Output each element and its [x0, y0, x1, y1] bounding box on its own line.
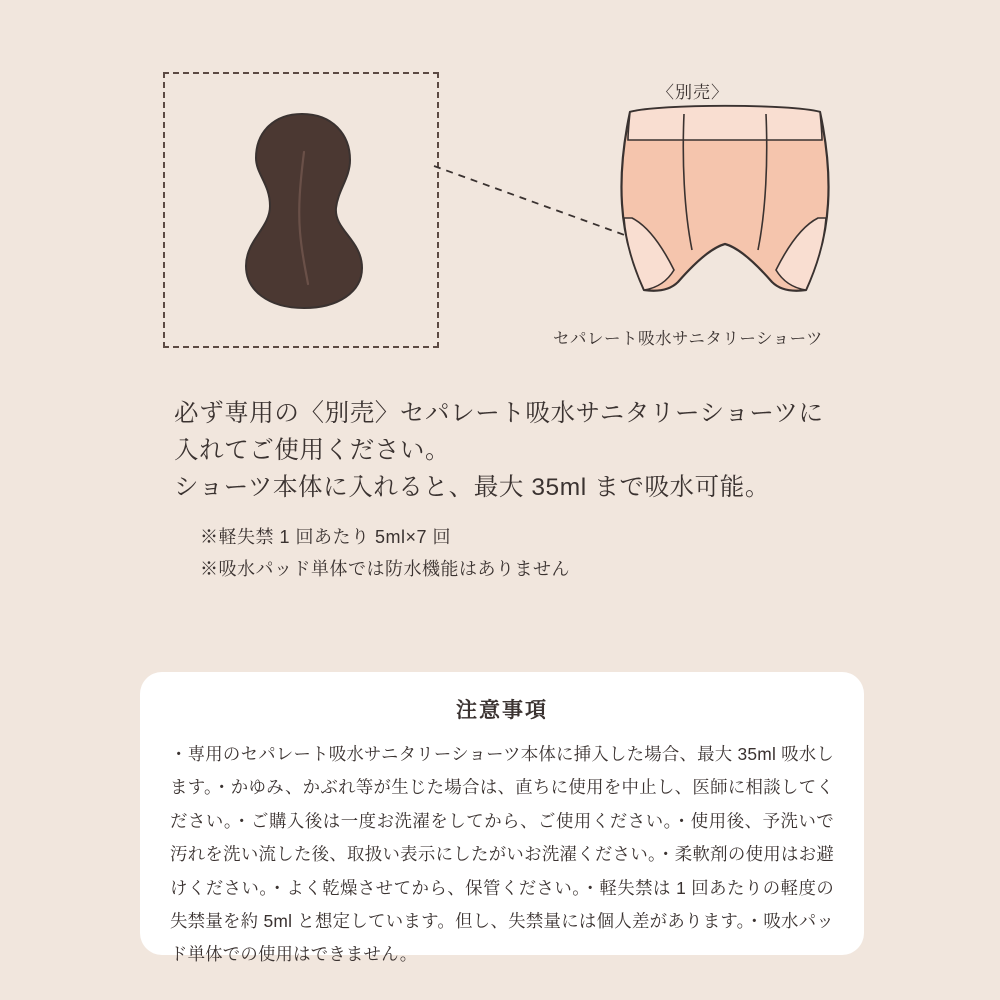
- description-notes: [200, 521, 874, 585]
- description-line-3: ショーツ本体に入れると、最大 35ml まで吸水可能。: [174, 474, 770, 502]
- shorts-caption: セパレート吸水サニタリーショーツ: [553, 330, 824, 348]
- caution-panel: [140, 672, 864, 965]
- caution-title: 注意事項: [456, 699, 548, 722]
- absorbent-pad-icon: [240, 112, 368, 310]
- sanitary-shorts-icon: [600, 100, 850, 310]
- sold-separately-label: 〈別売〉: [657, 83, 729, 102]
- note-line-1: ※軽失禁 1 回あたり 5ml×7 回: [200, 526, 452, 547]
- description-line-1: 必ず専用の〈別売〉セパレート吸水サニタリーショーツに: [174, 400, 824, 427]
- description-line-2: 入れてご使用ください。: [174, 437, 451, 465]
- description-block: [174, 395, 874, 585]
- illustration-area: [0, 0, 1000, 370]
- note-line-2: ※吸水パッド単体では防水機能はありません: [200, 558, 570, 579]
- caution-body: ・専用のセパレート吸水サニタリーショーツ本体に挿入した場合、最大 35ml 吸水します。・かゆみ、かぶれ等が生じた場合は、直ちに使用を中止し、医師に相談してください。・ご購入後は一度お洗濯をしてから、ご使用ください。・使用後、予洗いで汚れを洗い流した後、取扱い表示にしたがいお洗濯ください。・柔軟剤の使用はお避けください。・よく乾燥させてから、保管ください。・軽失禁は 1 回あたりの軽度の失禁量を約 5ml と想定しています。但し、失禁量には個人差があります。・吸水パッド単体での使用はできません。: [170, 744, 834, 965]
